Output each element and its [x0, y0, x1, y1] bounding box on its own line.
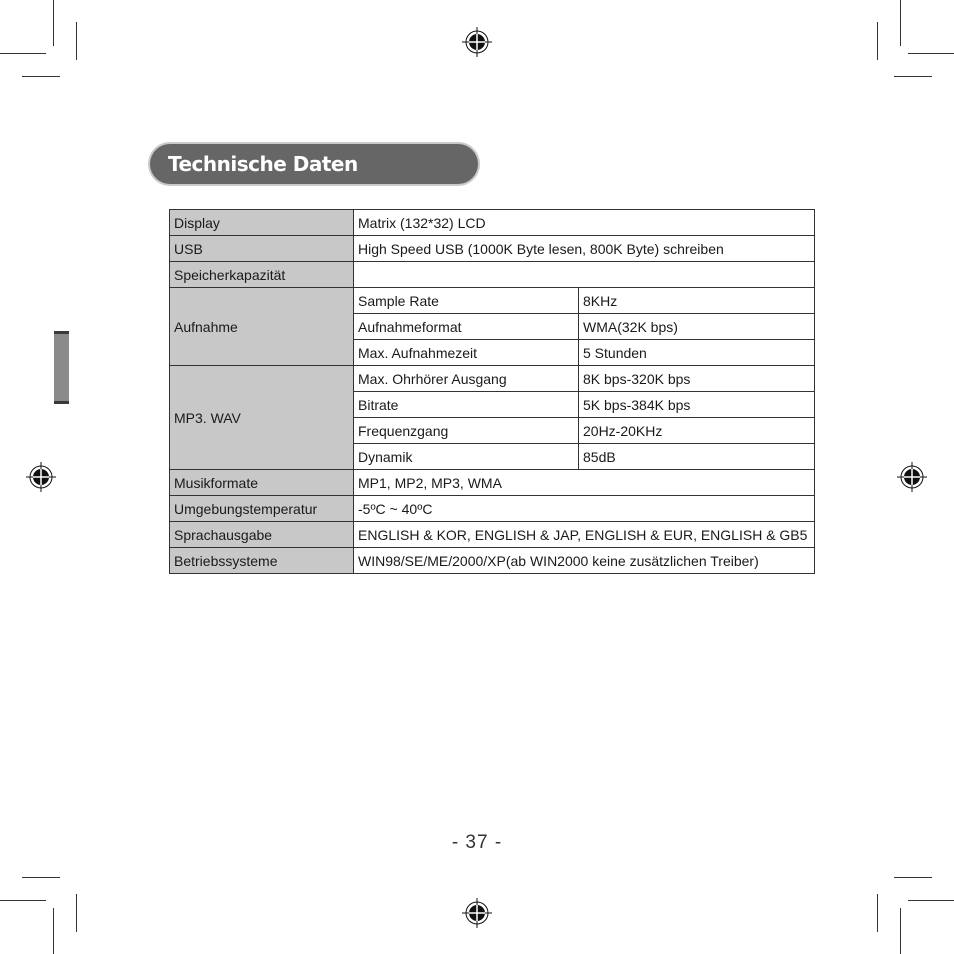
crop-mark — [22, 76, 60, 77]
crop-mark — [0, 900, 46, 901]
crop-mark — [877, 22, 878, 60]
table-row — [170, 262, 815, 288]
page-number: - 37 - — [451, 832, 503, 853]
row-value: High Speed USB (1000K Byte lesen, 800K Byte) schreiben — [354, 236, 815, 262]
group-item-value: 8KHz — [579, 288, 815, 314]
registration-mark-icon — [462, 27, 492, 57]
crop-mark — [900, 908, 901, 954]
registration-mark-icon — [462, 898, 492, 928]
crop-mark — [0, 53, 46, 54]
row-label: USB — [170, 236, 354, 262]
row-value: ENGLISH & KOR, ENGLISH & JAP, ENGLISH & EUR, ENGLISH & GB5 — [354, 522, 815, 548]
table-row — [170, 522, 815, 548]
table-row — [170, 236, 815, 262]
row-label: Display — [170, 210, 354, 236]
row-label: Umgebungstemperatur — [170, 496, 354, 522]
crop-mark — [53, 0, 54, 46]
row-value: Matrix (132*32) LCD — [354, 210, 815, 236]
row-label: Speicherkapazität — [170, 262, 354, 288]
row-value: WIN98/SE/ME/2000/XP(ab WIN2000 keine zusätzlichen Treiber) — [354, 548, 815, 574]
row-label: Betriebssysteme — [170, 548, 354, 574]
crop-mark — [22, 877, 60, 878]
group-item-value: 5 Stunden — [579, 340, 815, 366]
table-row — [170, 288, 815, 314]
spec-table — [169, 209, 815, 574]
chapter-side-tab — [54, 331, 69, 404]
row-value: MP1, MP2, MP3, WMA — [354, 470, 815, 496]
group-item-key: Bitrate — [354, 392, 579, 418]
row-label: Sprachausgabe — [170, 522, 354, 548]
group-label: Aufnahme — [170, 288, 354, 366]
table-row — [170, 470, 815, 496]
group-item-value: 85dB — [579, 444, 815, 470]
row-value — [354, 262, 815, 288]
section-title-banner — [150, 144, 478, 184]
table-row — [170, 366, 815, 392]
row-label: Musikformate — [170, 470, 354, 496]
registration-mark-icon — [26, 462, 56, 492]
group-item-value: 20Hz-20KHz — [579, 418, 815, 444]
table-row — [170, 210, 815, 236]
crop-mark — [76, 894, 77, 932]
crop-mark — [908, 53, 954, 54]
crop-mark — [877, 894, 878, 932]
crop-mark — [894, 76, 932, 77]
group-item-key: Aufnahmeformat — [354, 314, 579, 340]
row-value: -5ºC ~ 40ºC — [354, 496, 815, 522]
group-label: MP3. WAV — [170, 366, 354, 470]
crop-mark — [76, 22, 77, 60]
group-item-value: 8K bps-320K bps — [579, 366, 815, 392]
group-item-key: Dynamik — [354, 444, 579, 470]
crop-mark — [900, 0, 901, 46]
page-title: Technische Daten — [168, 152, 358, 176]
group-item-key: Frequenzgang — [354, 418, 579, 444]
table-row — [170, 548, 815, 574]
group-item-key: Sample Rate — [354, 288, 579, 314]
crop-mark — [53, 908, 54, 954]
registration-mark-icon — [897, 462, 927, 492]
group-item-key: Max. Ohrhörer Ausgang — [354, 366, 579, 392]
crop-mark — [908, 900, 954, 901]
group-item-key: Max. Aufnahmezeit — [354, 340, 579, 366]
group-item-value: 5K bps-384K bps — [579, 392, 815, 418]
crop-mark — [894, 877, 932, 878]
group-item-value: WMA(32K bps) — [579, 314, 815, 340]
table-row — [170, 496, 815, 522]
